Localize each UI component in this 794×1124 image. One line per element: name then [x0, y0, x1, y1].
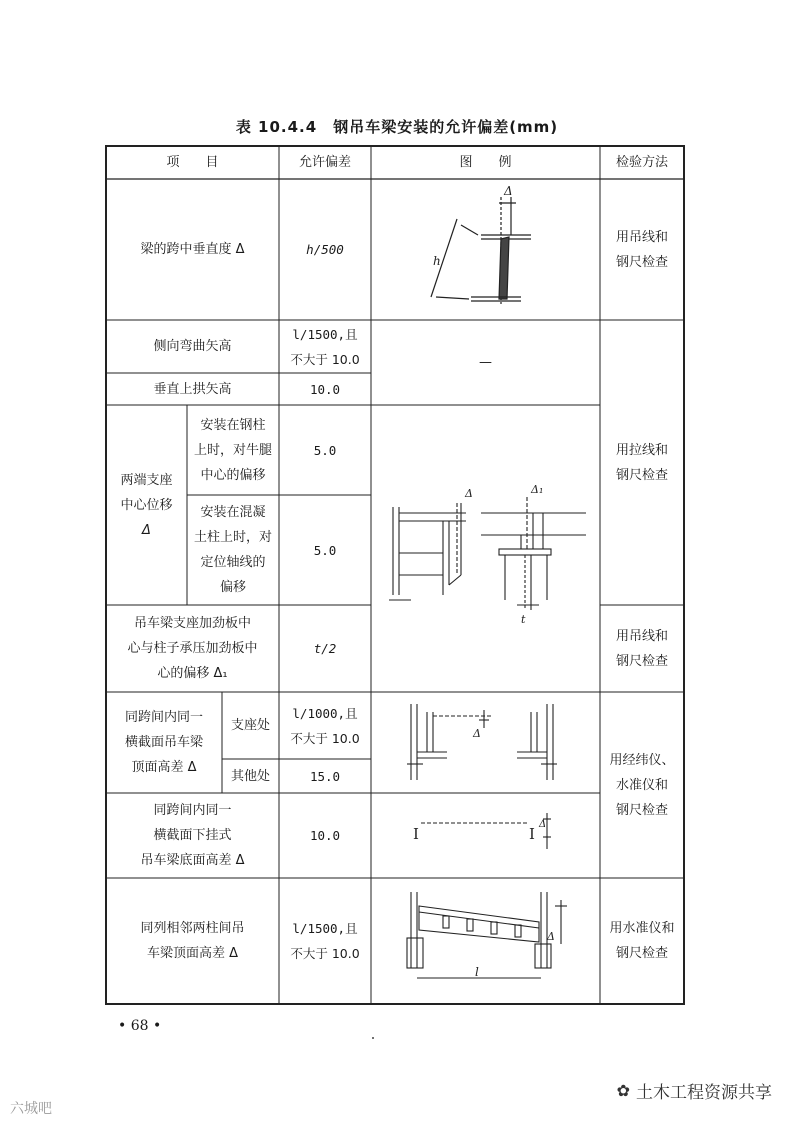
row7-item-line1: 同跨间内同一 [153, 803, 232, 818]
row8-item-line2: 车梁顶面高差 Δ [146, 946, 239, 961]
header-item: 项 目 [166, 155, 219, 170]
row7-tolerance: 10.0 [309, 828, 341, 843]
row3-item: 垂直上拱矢高 [153, 381, 232, 397]
row2-item: 侧向弯曲矢高 [153, 339, 232, 354]
row4-sub2 [187, 495, 279, 605]
row8-method-line1: 用水准仪和 [609, 921, 675, 936]
row3-method-line1: 用拉线和 [615, 442, 668, 458]
row6-method [600, 692, 684, 878]
row7-item [106, 793, 279, 878]
row2-figure-dash: — [479, 355, 492, 370]
row3-method [600, 320, 684, 605]
row7-item-line2: 横截面下挂式 [153, 828, 232, 843]
row4-tol1: 5.0 [313, 442, 337, 458]
row6-group-line2: 横截面吊车梁 [124, 735, 203, 750]
row4-sub1-line1: 安装在钢柱 [200, 417, 266, 433]
row6-group-line3: 顶面高差 Δ [131, 760, 197, 775]
row4-sub2-line2: 土柱上时，对 [193, 530, 272, 545]
table-title: 表 10.4.4 钢吊车梁安装的允许偏差(mm) [235, 118, 559, 136]
watermark-secondary: 六城吧 [10, 1101, 52, 1117]
header-method: 检验方法 [615, 155, 668, 170]
row4-group-line2: 中心位移 [120, 497, 173, 513]
row2-tolerance [279, 320, 371, 373]
row8-item-line1: 同列相邻两柱间吊 [140, 921, 245, 936]
fig4-t: t [521, 613, 526, 625]
row5-method-line1: 用吊线和 [615, 628, 668, 644]
fig7-I-right: I [529, 825, 535, 843]
row6-tol1 [279, 692, 371, 759]
row6-method-line2: 水准仪和 [615, 777, 668, 793]
row6-tol2: 15.0 [309, 768, 341, 784]
row8-tol-line2: 不大于 10.0 [290, 946, 360, 961]
row1-method-line1: 用吊线和 [615, 229, 668, 245]
watermark [617, 1078, 772, 1103]
row5-item-line3: 心的偏移 Δ₁ [157, 666, 228, 681]
figure-bearing-offset [371, 475, 600, 625]
watermark-text: 土木工程资源共享 [636, 1083, 772, 1103]
row1-tolerance: h/500 [306, 242, 344, 257]
row5-item-line1: 吊车梁支座加劲板中 [133, 616, 251, 631]
row6-method-line1: 用经纬仪、 [609, 752, 675, 768]
row1-method [600, 179, 684, 320]
row5-tolerance: t/2 [313, 641, 337, 656]
fig8-delta: Δ [547, 930, 555, 943]
figure-hanging-beam [371, 793, 600, 878]
row1-method-line2: 钢尺检查 [615, 254, 668, 270]
row6-tol1-line1: l/1000,且 [292, 705, 358, 721]
row4-group-line1: 两端支座 [120, 472, 173, 488]
row8-tol-line1: l/1500,且 [292, 921, 358, 936]
row7-item-line3: 吊车梁底面高差 Δ [140, 853, 245, 868]
fig1-delta: Δ [504, 184, 513, 198]
row8-item [106, 878, 279, 1004]
stray-dot [372, 1037, 374, 1039]
fig7-I-left: I [413, 825, 419, 843]
row6-group-line1: 同跨间内同一 [124, 710, 203, 725]
row5-item-line2: 心与柱子承压加劲板中 [127, 641, 258, 656]
row4-sub2-line1: 安装在混凝 [200, 505, 266, 520]
row4-sub2-line3: 定位轴线的 [200, 555, 266, 570]
row8-tolerance [279, 878, 371, 1004]
row4-tol2: 5.0 [313, 542, 337, 558]
figure-span-elevation [371, 692, 600, 793]
row5-method [600, 605, 684, 692]
row1-item: 梁的跨中垂直度 Δ [140, 242, 245, 257]
row4-sub2-line4: 偏移 [219, 580, 246, 595]
figure-beam-verticality [371, 179, 600, 320]
fig4-delta: Δ [465, 487, 473, 500]
figure-adjacent-beam [371, 878, 600, 1004]
row6-sub2: 其他处 [230, 768, 270, 784]
fig8-l: l [475, 965, 479, 979]
row4-sub1-line3: 中心的偏移 [200, 467, 266, 483]
row8-method-line2: 钢尺检查 [615, 946, 668, 961]
row5-method-line2: 钢尺检查 [615, 653, 668, 669]
fig6-delta: Δ [473, 727, 481, 740]
fig4-delta1: Δ₁ [531, 483, 544, 496]
page-number: • 68 • [118, 1018, 162, 1034]
row4-sub1-line2: 上时，对牛腿 [193, 442, 272, 458]
row3-tolerance: 10.0 [309, 381, 341, 397]
row3-method-line2: 钢尺检查 [615, 467, 668, 483]
row6-method-line3: 钢尺检查 [615, 802, 668, 818]
row6-group [106, 692, 222, 793]
row2-tol-line2: 不大于 10.0 [290, 351, 360, 367]
row2-tol-line1: l/1500,且 [292, 326, 358, 342]
fig1-h: h [433, 254, 441, 268]
row4-group [106, 405, 187, 605]
row6-sub1: 支座处 [230, 718, 270, 733]
row8-method [600, 878, 684, 1004]
row4-sub1 [187, 405, 279, 495]
header-tolerance: 允许偏差 [298, 155, 351, 170]
row5-item [106, 605, 279, 692]
header-figure: 图 例 [459, 155, 512, 170]
row6-tol1-line2: 不大于 10.0 [290, 730, 360, 746]
fig7-delta: Δ [539, 819, 547, 830]
wechat-icon: ✿ [616, 1081, 630, 1100]
row4-group-line3: Δ [142, 522, 151, 538]
